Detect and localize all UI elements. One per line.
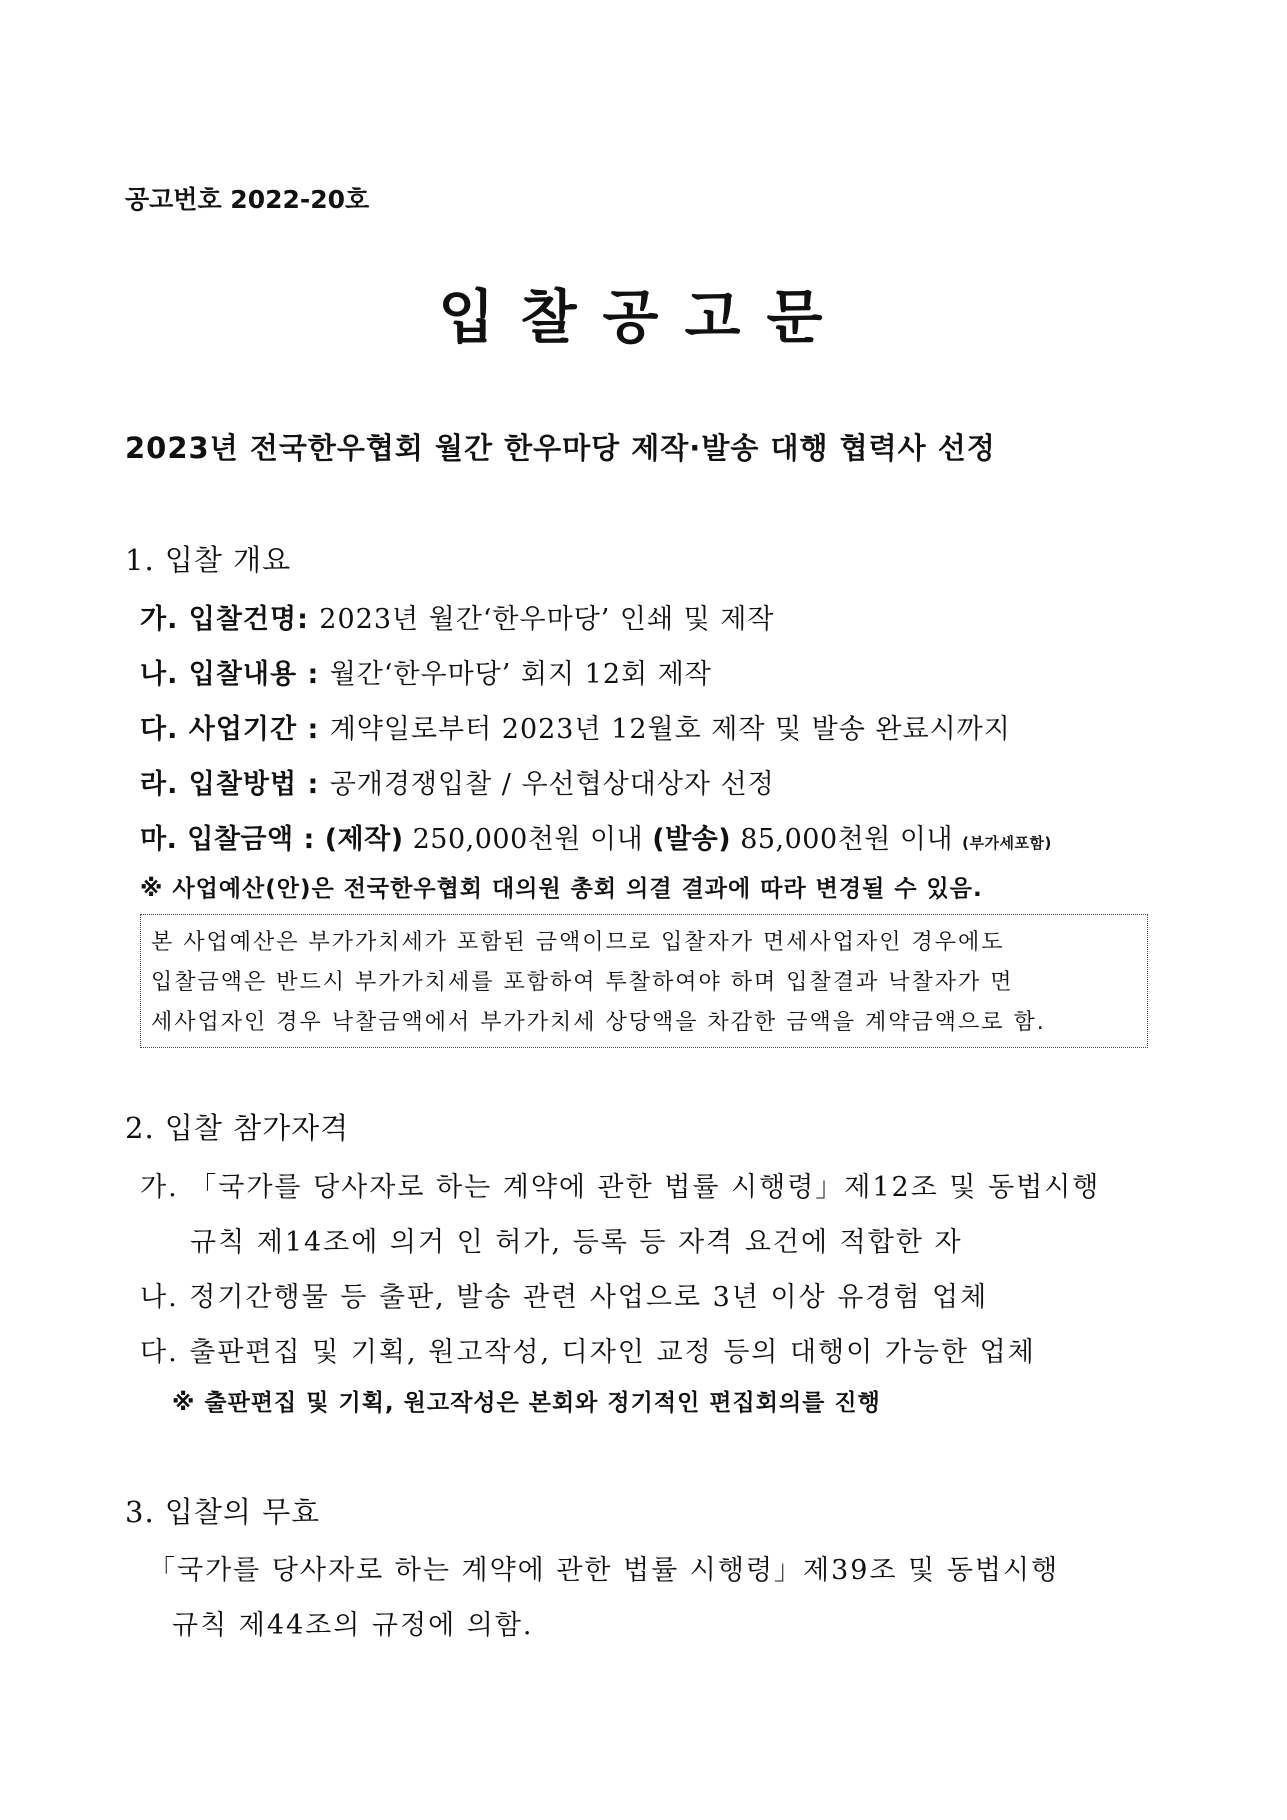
eligibility-item: 가. 「국가를 당사자로 하는 계약에 관한 법률 시행령」제12조 및 동법시행 xyxy=(140,1172,1101,1203)
overview-item-name: 가. 입찰건명: 2023년 월간‘한우마당’ 인쇄 및 제작 xyxy=(140,604,775,635)
overview-item-method: 라. 입찰방법 : 공개경쟁입찰 / 우선협상대상자 선정 xyxy=(140,769,775,800)
item-label: 라. 입찰방법 xyxy=(140,769,298,800)
eligibility-item-continued: 규칙 제14조에 의거 인 허가, 등록 등 자격 요건에 적합한 자 xyxy=(190,1227,963,1258)
section-heading-overview: 1. 입찰 개요 xyxy=(125,543,292,577)
item-value: 2023년 월간‘한우마당’ 인쇄 및 제작 xyxy=(319,604,775,635)
item-value: 월간‘한우마당’ 회지 12회 제작 xyxy=(329,659,712,690)
item-label: 가. 입찰건명 xyxy=(140,604,298,635)
vat-notice-line: 본 사업예산은 부가가치세가 포함된 금액이므로 입찰자가 면세사업자인 경우에도 xyxy=(151,930,1005,955)
notice-number: 공고번호 2022-20호 xyxy=(125,185,370,214)
document-title: 입찰공고문 xyxy=(438,283,849,351)
overview-item-amount: 마. 입찰금액 : (제작) 250,000천원 이내 (발송) 85,000천원 이내 (부가세포함) xyxy=(140,824,1052,855)
eligibility-item: 나. 정기간행물 등 출판, 발송 관련 사업으로 3년 이상 유경험 업체 xyxy=(140,1282,989,1313)
budget-change-note: ※ 사업예산(안)은 전국한우협회 대의원 총회 의결 결과에 따라 변경될 수 있음. xyxy=(140,876,983,902)
vat-notice-line: 입찰금액은 반드시 부가가치세를 포함하여 투찰하여야 하며 입찰결과 낙찰자가 면 xyxy=(151,970,1014,995)
vat-notice-box xyxy=(140,914,1148,1048)
overview-item-content: 나. 입찰내용 : 월간‘한우마당’ 회지 12회 제작 xyxy=(140,659,712,690)
section-heading-invalidity: 3. 입찰의 무효 xyxy=(125,1495,321,1529)
item-label: 나. 입찰내용 xyxy=(140,659,298,690)
invalidity-text: 「국가를 당사자로 하는 계약에 관한 법률 시행령」제39조 및 동법시행 xyxy=(148,1555,1060,1586)
vat-notice-line: 세사업자인 경우 낙찰금액에서 부가가치세 상당액을 차감한 금액을 계약금액으로 함. xyxy=(151,1010,1046,1035)
section-heading-eligibility: 2. 입찰 참가자격 xyxy=(125,1111,350,1145)
eligibility-item: 다. 출판편집 및 기획, 원고작성, 디자인 교정 등의 대행이 가능한 업체 xyxy=(140,1337,1036,1368)
vat-included-note: (부가세포함) xyxy=(962,834,1052,852)
bid-subject: 2023년 전국한우협회 월간 한우마당 제작·발송 대행 협력사 선정 xyxy=(125,431,996,465)
item-value: 공개경쟁입찰 / 우선협상대상자 선정 xyxy=(329,769,775,800)
editorial-meeting-note: ※ 출판편집 및 기획, 원고작성은 본회와 정기적인 편집회의를 진행 xyxy=(172,1390,881,1416)
overview-item-period: 다. 사업기간 : 계약일로부터 2023년 12월호 제작 및 발송 완료시까지 xyxy=(140,714,1011,745)
item-label: 다. 사업기간 xyxy=(140,714,298,745)
shipping-label: (발송) xyxy=(652,824,732,855)
invalidity-text-continued: 규칙 제44조의 규정에 의함. xyxy=(172,1610,534,1641)
production-label: (제작) xyxy=(324,824,404,855)
production-amount: 250,000천원 이내 xyxy=(403,824,653,855)
item-value: 계약일로부터 2023년 12월호 제작 및 발송 완료시까지 xyxy=(329,714,1011,745)
item-label: 마. 입찰금액 xyxy=(140,824,294,855)
shipping-amount: 85,000천원 이내 xyxy=(731,824,963,855)
